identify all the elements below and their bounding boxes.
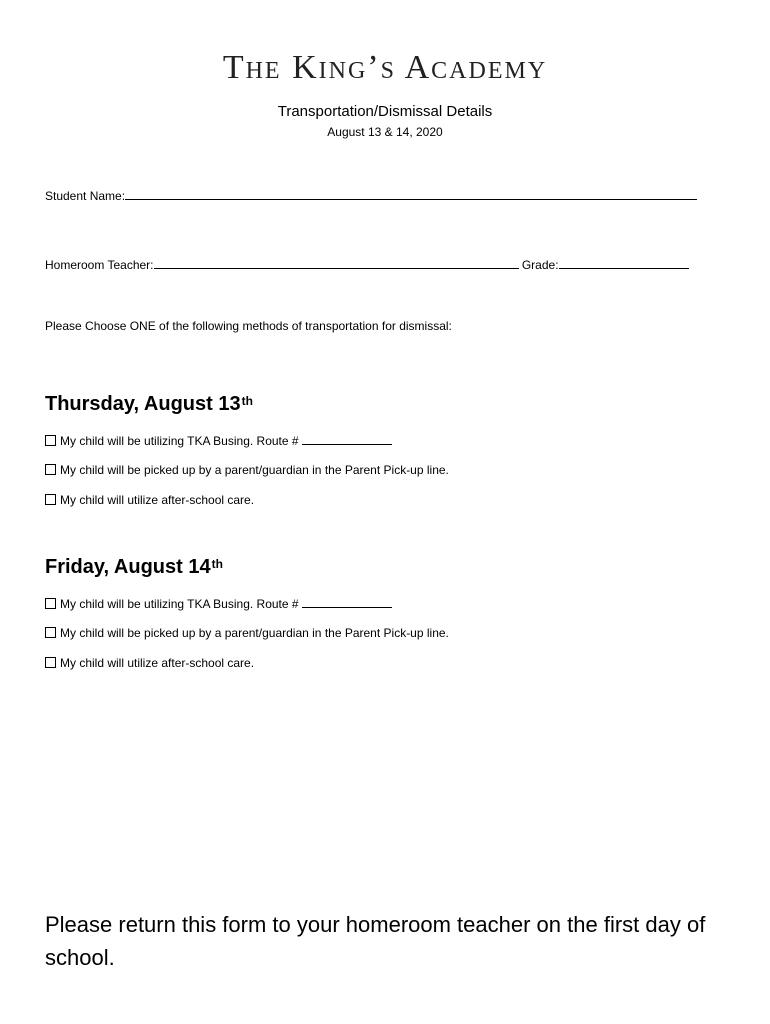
thursday-heading <box>45 392 253 416</box>
option-label: My child will be picked up by a parent/guardian in the Parent Pick-up line. <box>60 626 449 640</box>
instruction-text: Please Choose ONE of the following methods of transportation for dismissal: <box>45 319 452 333</box>
friday-option-after-school-care[interactable] <box>45 656 254 670</box>
route-number-field[interactable] <box>302 433 392 445</box>
return-instructions: Please return this form to your homeroom teacher on the first day of school. <box>45 912 706 970</box>
checkbox-icon[interactable] <box>45 464 56 475</box>
friday-heading <box>45 555 223 579</box>
thursday-heading-sup: th <box>241 394 253 408</box>
grade-label: Grade: <box>521 258 559 272</box>
student-name-label: Student Name: <box>45 189 126 203</box>
homeroom-teacher-row <box>45 257 689 272</box>
friday-option-busing[interactable] <box>45 596 392 611</box>
thursday-option-parent-pickup[interactable] <box>45 463 449 477</box>
checkbox-icon[interactable] <box>45 494 56 505</box>
homeroom-teacher-field[interactable] <box>154 257 519 269</box>
friday-option-parent-pickup[interactable] <box>45 626 449 640</box>
friday-heading-sup: th <box>211 557 223 571</box>
form-date: August 13 & 14, 2020 <box>327 125 443 139</box>
option-label: My child will be utilizing TKA Busing. Route # <box>60 597 299 611</box>
checkbox-icon[interactable] <box>45 598 56 609</box>
option-label: My child will be picked up by a parent/guardian in the Parent Pick-up line. <box>60 463 449 477</box>
option-label: My child will utilize after-school care. <box>60 656 255 670</box>
option-label: My child will be utilizing TKA Busing. Route # <box>60 434 299 448</box>
option-label: My child will utilize after-school care. <box>60 493 255 507</box>
friday-heading-text: Friday, August 14 <box>45 556 211 578</box>
thursday-heading-text: Thursday, August 13 <box>45 393 241 415</box>
grade-field[interactable] <box>559 257 689 269</box>
student-name-row <box>45 188 697 203</box>
homeroom-teacher-label: Homeroom Teacher: <box>45 258 154 272</box>
student-name-field[interactable] <box>125 188 697 200</box>
school-logo: The King’s Academy <box>222 49 548 86</box>
route-number-field[interactable] <box>302 596 392 608</box>
checkbox-icon[interactable] <box>45 435 56 446</box>
form-title: Transportation/Dismissal Details <box>277 103 493 120</box>
thursday-option-busing[interactable] <box>45 433 392 448</box>
checkbox-icon[interactable] <box>45 657 56 668</box>
thursday-option-after-school-care[interactable] <box>45 493 254 507</box>
checkbox-icon[interactable] <box>45 627 56 638</box>
